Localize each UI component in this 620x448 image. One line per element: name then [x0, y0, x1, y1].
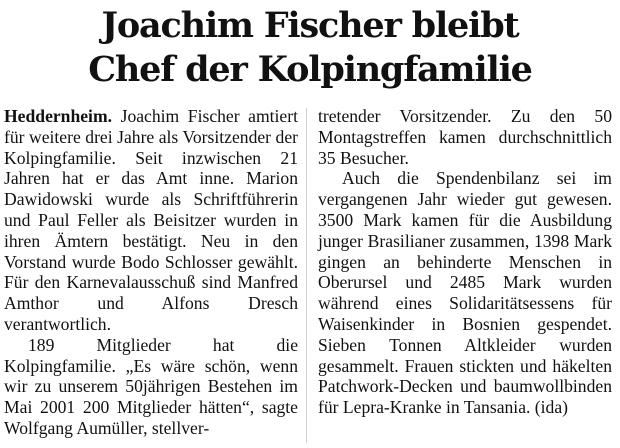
paragraph-1 [4, 106, 298, 335]
headline-line-2: Chef der Kolpingfamilie [88, 49, 532, 90]
article-column-left [4, 106, 298, 439]
headline [0, 4, 620, 92]
headline-line-1: Joachim Fischer bleibt [101, 5, 519, 46]
article-column-right [318, 106, 612, 418]
dateline: Heddernheim. [4, 106, 113, 126]
paragraph-2-part-2: tretender Vorsitzender. Zu den 50 Montagstreffen kamen durchschnittlich 35 Besucher. [318, 106, 612, 168]
paragraph-3: Auch die Spendenbilanz sei im vergangenen Jahr wieder gut gewesen. 3500 Mark kamen für die Ausbildung junger Brasilianer zusammen, 1398 Mark gingen an behinderte Menschen in Oberursel und 2485 Mark wurden während eines Solidaritätsessens für Waisenkinder in Bosnien gespendet. Sieben Tonnen Altkleider wurden gesammelt. Frauen stickten und häkelten Patchwork-Decken und baumwollbinden für Lepra-Kranke in Tansania. (ida) [318, 168, 612, 418]
paragraph-2-part-1: 189 Mitglieder hat die Kolpingfamilie. „Es wäre schön, wenn wir zu unserem 50jährigen Bestehen im Mai 2001 200 Mitglieder hätten“, sagte Wolfgang Aumüller, stellver- [4, 334, 298, 438]
column-divider [306, 108, 307, 443]
paragraph-1-body: Joachim Fischer amtiert für weitere drei Jahre als Vorsitzender der Kolpingfamilie. Seit inzwischen 21 Jahren hat er das Amt inne. Marion Dawidowski wurde als Schriftführerin und Paul Feller als Beisitzer wurden in ihren Ämtern bestätigt. Neu in den Vorstand wurde Bodo Schlosser gewählt. Für den Karnevalausschuß sind Manfred Amthor und Alfons Dresch verantwortlich. [4, 106, 298, 334]
